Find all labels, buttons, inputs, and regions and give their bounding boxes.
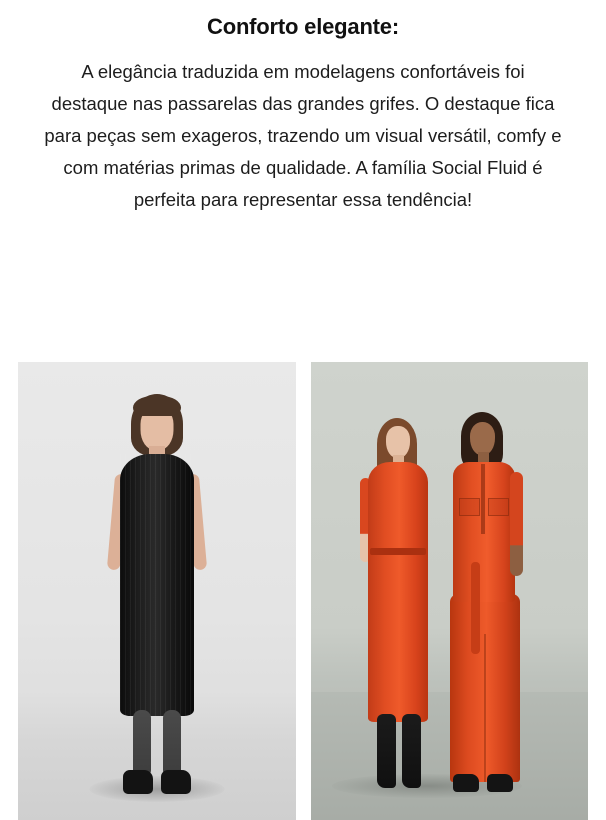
jacket-belt-tie xyxy=(471,562,480,654)
model-left-shoe xyxy=(123,770,153,794)
page-title: Conforto elegante: xyxy=(207,14,399,39)
article-body-text: A elegância traduzida em modelagens confortáveis foi destaque nas passarelas das grandes grifes. O destaque fica para peças sem exageros, trazendo um visual versátil, comfy e com matérias primas de qualidade. A família Social Fluid é perfeita para representar essa tendência! xyxy=(44,61,562,210)
dress-belt xyxy=(370,548,426,555)
jacket-left-pocket xyxy=(459,498,480,516)
model-two-face xyxy=(470,422,495,455)
image-models-orange-looks xyxy=(311,362,589,820)
model-two-arm xyxy=(510,472,523,576)
model-one-face xyxy=(386,426,410,458)
article-page xyxy=(0,14,606,820)
model-fringe xyxy=(133,396,181,416)
model-two-right-shoe xyxy=(487,774,513,792)
model-left-leg xyxy=(133,710,151,778)
model-right-shoe xyxy=(161,770,191,794)
model-right-leg xyxy=(163,710,181,778)
model-one-left-boot xyxy=(377,714,396,788)
orange-midi-dress xyxy=(368,462,428,722)
model-one-right-boot xyxy=(402,714,421,788)
floor-shadow xyxy=(89,776,224,802)
image-model-black-knit-dress xyxy=(18,362,296,820)
black-knit-dress xyxy=(120,454,194,716)
image-gallery xyxy=(0,362,606,820)
jacket-lapel xyxy=(481,464,485,534)
orange-wide-trousers xyxy=(450,594,520,782)
jacket-right-pocket xyxy=(488,498,509,516)
model-two-left-shoe xyxy=(453,774,479,792)
